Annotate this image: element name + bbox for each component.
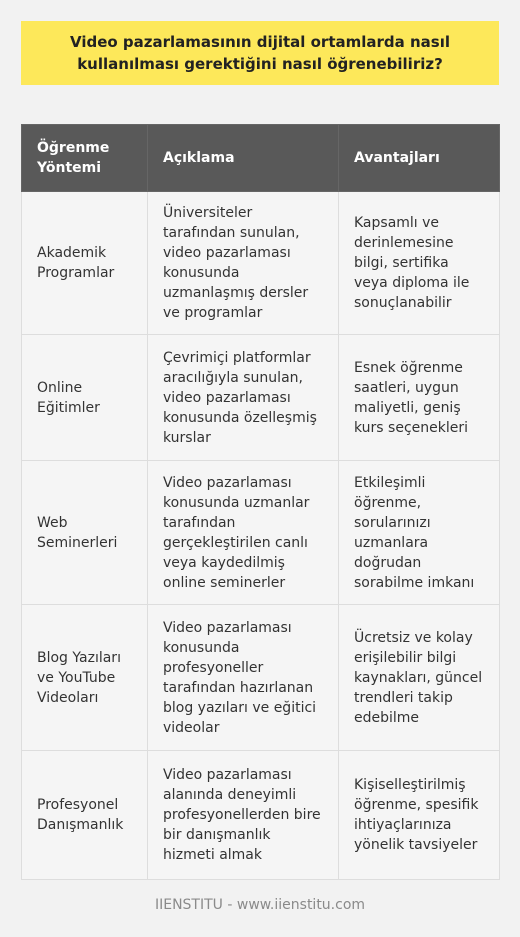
table-row [22,192,500,335]
table-header-row [22,125,500,192]
cell-description: Üniversiteler tarafından sunulan, video pazarlaması konusunda uzmanlaşmış dersler ve programlar [148,192,339,335]
cell-description: Video pazarlaması konusunda uzmanlar tarafından gerçekleştirilen canlı veya kaydedilmiş online seminerler [148,461,339,605]
table-row [22,461,500,605]
cell-description: Video pazarlaması alanında deneyimli profesyonellerden bire bir danışmanlık hizmeti almak [148,751,339,880]
cell-method: Blog Yazıları ve YouTube Videoları [22,605,148,751]
header-method: Öğrenme Yöntemi [22,125,148,192]
table-row [22,335,500,461]
title-banner [21,21,499,85]
table-row [22,605,500,751]
footer-credit: IIENSTITU - www.iienstitu.com [154,897,366,913]
table-row [22,751,500,880]
cell-method: Web Seminerleri [22,461,148,605]
cell-advantages: Ücretsiz ve kolay erişilebilir bilgi kaynakları, güncel trendleri takip edebilme [339,605,500,751]
cell-method: Profesyonel Danışmanlık [22,751,148,880]
cell-advantages: Kişiselleştirilmiş öğrenme, spesifik ihtiyaçlarınıza yönelik tavsiyeler [339,751,500,880]
learning-methods-table [21,124,500,880]
header-description: Açıklama [148,125,339,192]
cell-method: Online Eğitimler [22,335,148,461]
header-advantages: Avantajları [339,125,500,192]
cell-method: Akademik Programlar [22,192,148,335]
cell-advantages: Etkileşimli öğrenme, sorularınızı uzmanlara doğrudan sorabilme imkanı [339,461,500,605]
cell-advantages: Kapsamlı ve derinlemesine bilgi, sertifika veya diploma ile sonuçlanabilir [339,192,500,335]
cell-description: Çevrimiçi platformlar aracılığıyla sunulan, video pazarlaması konusunda özelleşmiş kurslar [148,335,339,461]
page-title: Video pazarlamasının dijital ortamlarda nasıl kullanılması gerektiğini nasıl öğrenebiliriz? [69,33,451,73]
cell-description: Video pazarlaması konusunda profesyoneller tarafından hazırlanan blog yazıları ve eğitici videolar [148,605,339,751]
cell-advantages: Esnek öğrenme saatleri, uygun maliyetli, geniş kurs seçenekleri [339,335,500,461]
